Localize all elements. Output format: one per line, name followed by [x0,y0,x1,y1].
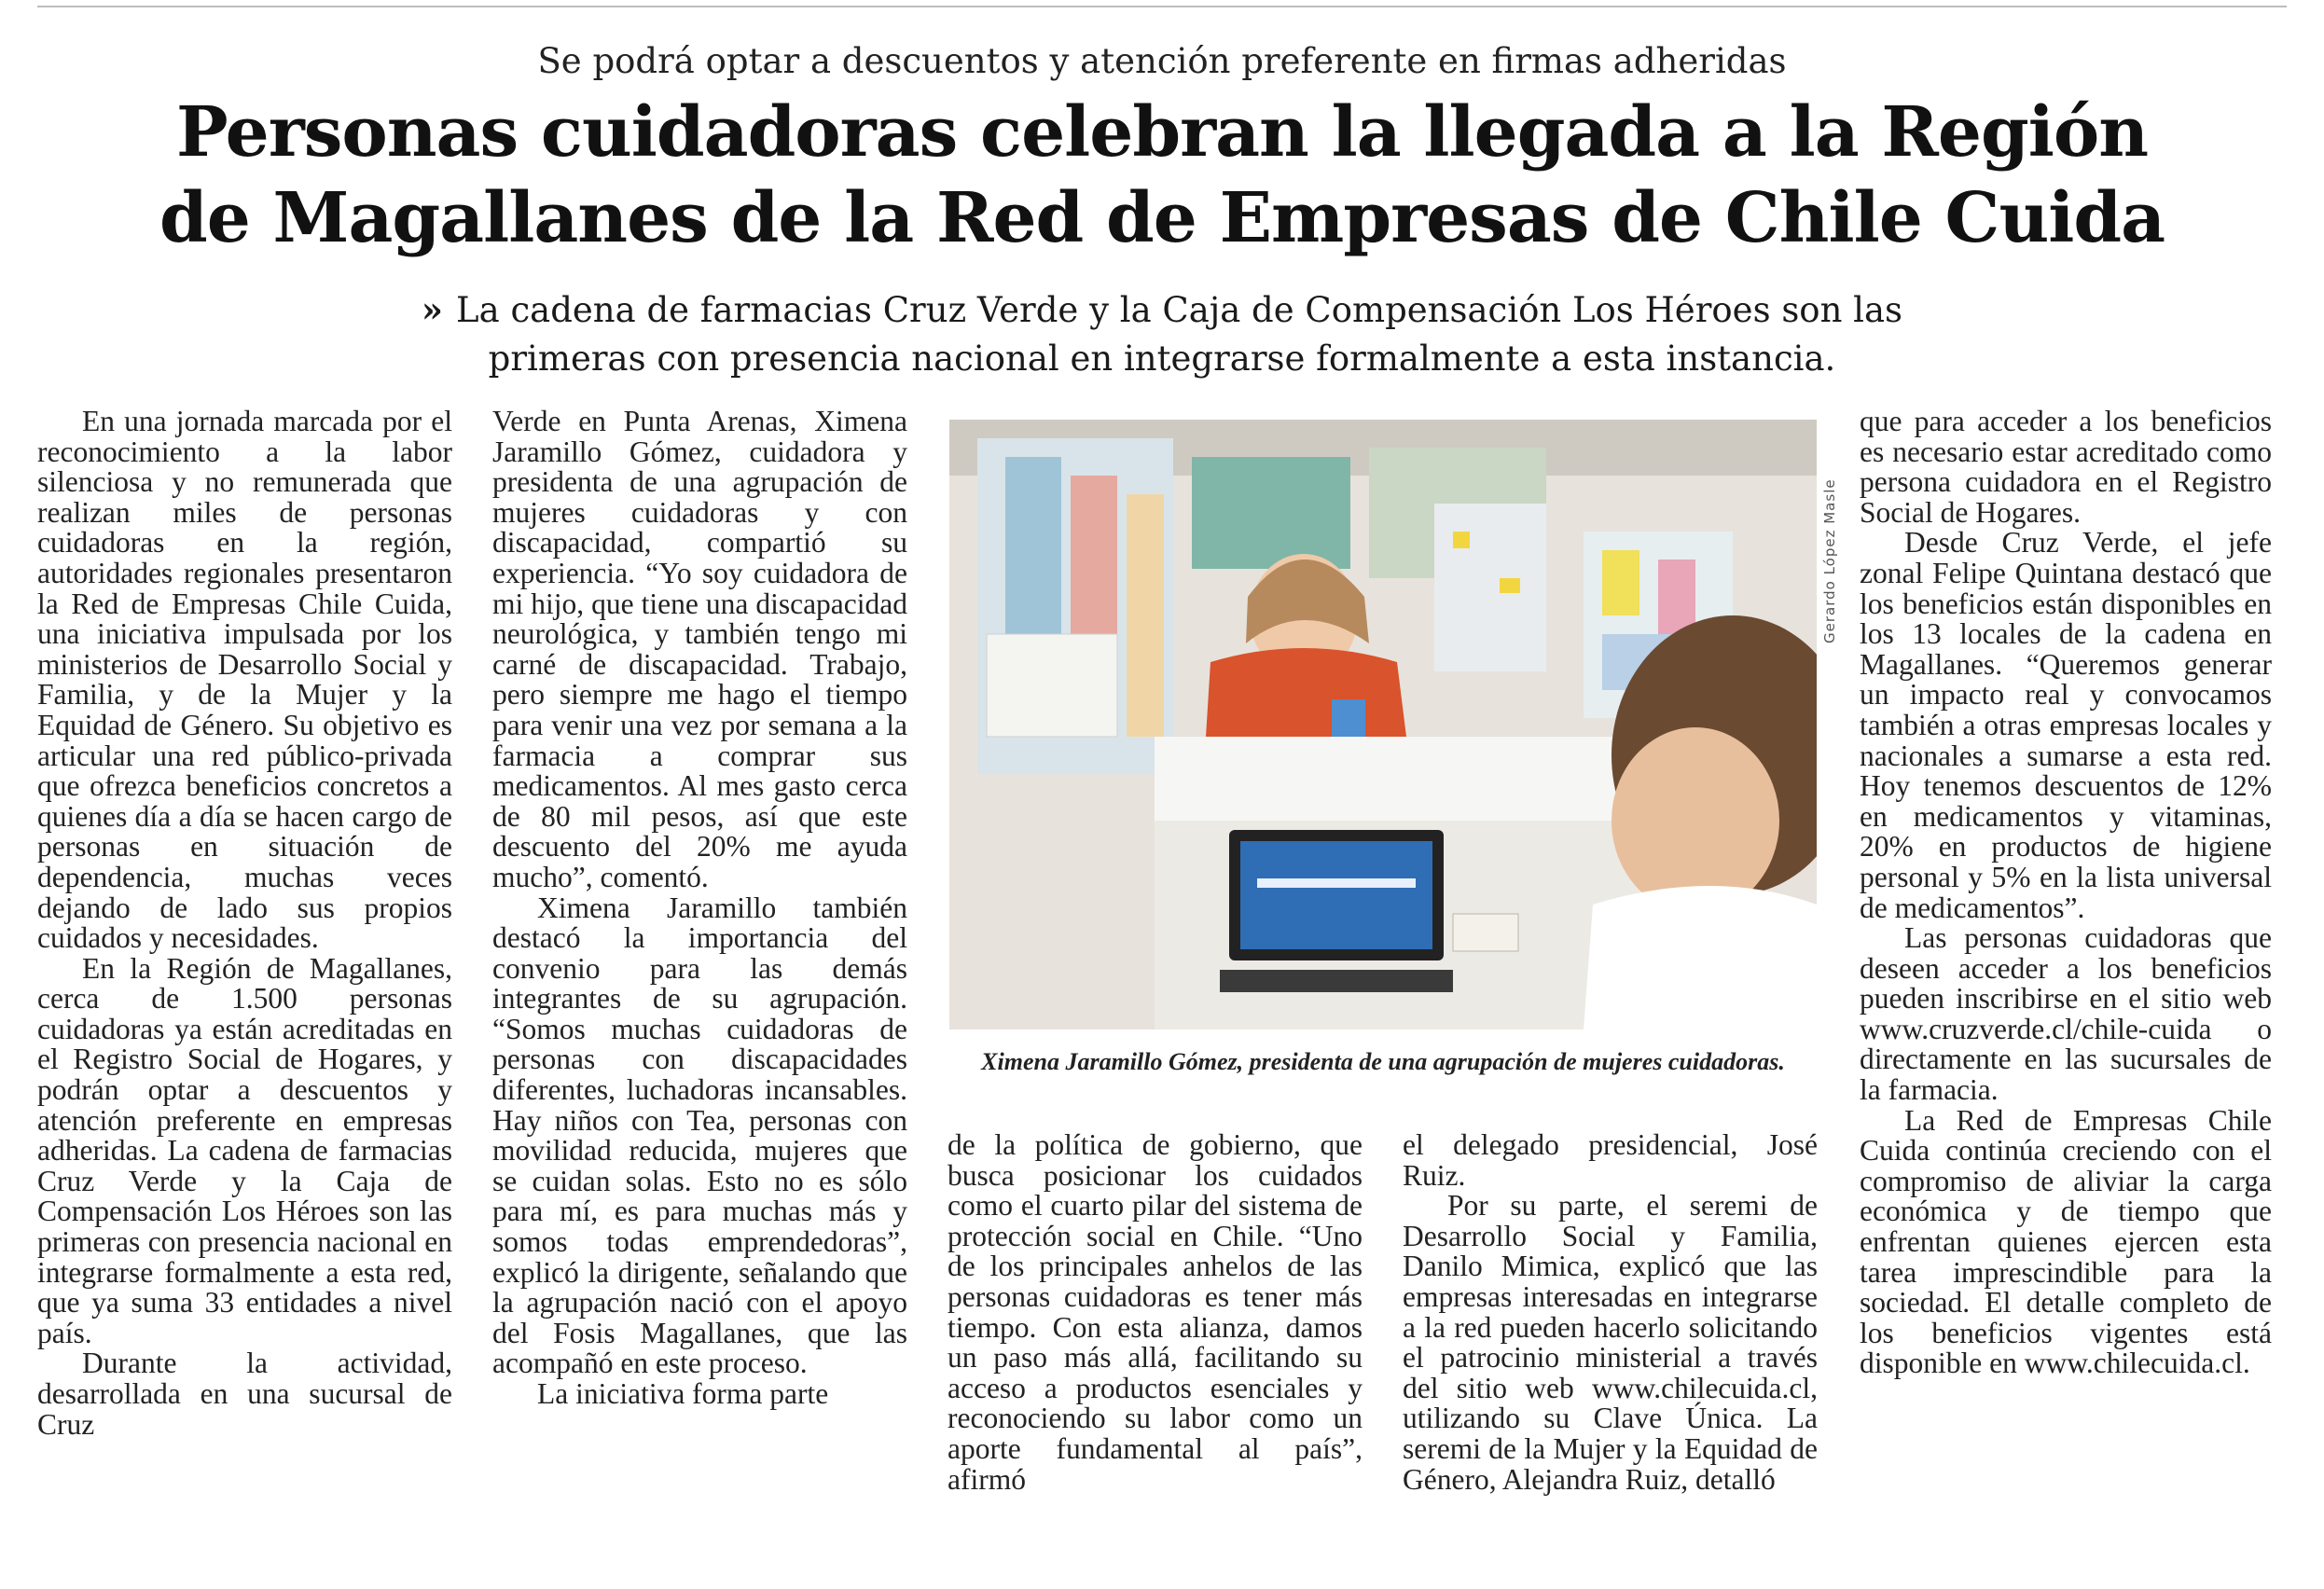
kicker: Se podrá optar a descuentos y atención preferente en firmas adheridas [537,41,1787,81]
col2-paragraph-1: Verde en Punta Arenas, Ximena Jaramillo Gómez, cuidadora y presidenta de una agrupación de mujeres cuidadoras y con discapacidad, compartió su experiencia. “Yo soy cuidadora de mi hijo, que tiene una discapacidad neurológica, y también tengo mi carné de discapacidad. Trabajo, pero siempre me hago el tiempo para venir una vez por semana a la farmacia a comprar sus medicamentos. Al mes gasto cerca de 80 mil pesos, así que este descuento del 20% me ayuda mucho”, comentó. [492,405,907,893]
column-4 [1403,1130,1818,1495]
article-photo [949,420,1817,1029]
col5-paragraph-4: La Red de Empresas Chile Cuida continúa creciendo con el compromiso de aliviar la carga económica y de tiempo que enfrentan quienes ejercen esta tarea imprescindible para la sociedad. El detalle completo de los beneficios vigentes está disponible en www.chilecuida.cl. [1860,1103,2272,1380]
col2-paragraph-3: La iniciativa forma parte [537,1377,829,1410]
col5-paragraph-1: que para acceder a los beneficios es necesario estar acreditado como persona cuidadora en el Registro Social de Hogares. [1860,405,2272,529]
col1-paragraph-1: En una jornada marcada por el reconocimiento a la labor silenciosa y no remunerada que realizan miles de personas cuidadoras en la región, autoridades regionales presentaron la Red de Empresas Chile Cuida, una iniciativa impulsada por los ministerios de Desarrollo Social y Familia, y de la Mujer y la Equidad de Género. Su objetivo es articular una red público-privada que ofrezca beneficios concretos a quienes día a día se hacen cargo de personas en situación de dependencia, muchas veces dejando de lado sus propios cuidados y necesidades. [37,405,452,955]
col4-paragraph-1: el delegado presidencial, José Ruiz. [1403,1128,1818,1192]
column-2 [492,407,907,1410]
col3-paragraph-1: de la política de gobierno, que busca posicionar los cuidados como el cuarto pilar del sistema de protección social en Chile. “Uno de los principales anhelos de las personas cuidadoras es tener más tiempo. Con esta alianza, damos un paso más allá, facilitando su acceso a productos esenciales y reconociendo su labor como un aporte fundamental al país”, afirmó [948,1128,1363,1496]
col1-paragraph-3: Durante la actividad, desarrollada en una sucursal de Cruz [37,1347,452,1441]
photo-caption: Ximena Jaramillo Gómez, presidenta de una agrupación de mujeres cuidadoras. [981,1048,1785,1075]
deck-line-1 [0,285,2324,335]
deck-line-1-text: La cadena de farmacias Cruz Verde y la Caja de Compensación Los Héroes son las [456,290,1903,330]
double-chevron-right-icon: » [421,289,444,330]
deck [0,285,2324,383]
headline [0,90,2324,261]
headline-line-2: de Magallanes de la Red de Empresas de Chile Cuida [159,178,2165,258]
col5-paragraph-3: Las personas cuidadoras que deseen acceder a los beneficios pueden inscribirse en el sitio web www.cruzverde.cl/chile-cuida o directamente en las sucursales de la farmacia. [1860,921,2272,1107]
column-3 [948,1130,1363,1495]
photo-credit: Gerardo López Masle [1821,478,1838,643]
headline-line-1: Personas cuidadoras celebran la llegada a la Región [175,92,2148,173]
deck-line-2: primeras con presencia nacional en integrarse formalmente a esta instancia. [488,339,1836,379]
column-1 [37,407,452,1440]
col5-paragraph-2: Desde Cruz Verde, el jefe zonal Felipe Quintana destacó que los beneficios están disponibles en los 13 locales de la cadena en Magallanes. “Queremos generar un impacto real y convocamos también a otras empresas locales y nacionales a sumarse a esta red. Hoy tenemos descuentos de 12% en medicamentos y vitaminas, 20% en productos de higiene personal y 5% en la lista universal de medicamentos”. [1860,526,2272,924]
col1-paragraph-2: En la Región de Magallanes, cerca de 1.500 personas cuidadoras ya están acreditadas en el Registro Social de Hogares, y podrán optar a descuentos y atención preferente en empresas adheridas. La cadena de farmacias Cruz Verde y la Caja de Compensación Los Héroes son las primeras con presencia nacional en integrarse formalmente a esta red, que ya suma 33 entidades a nivel país. [37,951,452,1349]
top-rule [37,6,2287,7]
column-5 [1860,407,2272,1379]
col4-paragraph-2: Por su parte, el seremi de Desarrollo Social y Familia, Danilo Mimica, explicó que las empresas interesadas en integrarse a la red pueden hacerlo solicitando el patrocinio ministerial a través del sitio web www.chilecuida.cl, utilizando su Clave Única. La seremi de la Mujer y la Equidad de Género, Alejandra Ruiz, detalló [1403,1189,1818,1496]
col2-paragraph-2: Ximena Jaramillo también destacó la importancia del convenio para las demás integrantes de su agrupación. “Somos muchas cuidadoras de personas con discapacidades diferentes, luchadoras incansables. Hay niños con Tea, personas con movilidad reducida, mujeres que se cuidan solas. Esto no es sólo para mí, es para muchas más y somos todas emprendedoras”, explicó la dirigente, señalando que la agrupación nació con el apoyo del Fosis Magallanes, que las acompañó en este proceso. [492,891,907,1380]
